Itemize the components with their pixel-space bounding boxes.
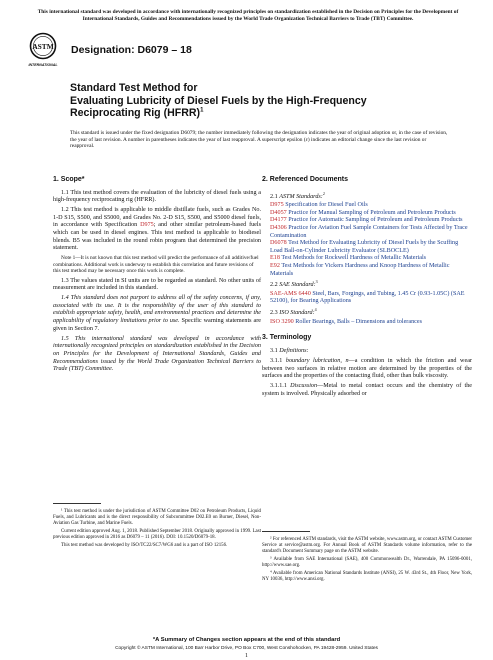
sae-standard-label: 2.2 SAE Standard:$^3$ (270, 279, 318, 289)
issuance-statement: This standard is issued under the fixed designation D6079; the number immediately following the designation indicates the year of original adoption or, in the case of revision, the year of last revision. A number in parentheses indicates the year of last reapproval. A superscript epsilon (ε) indicates an editorial change since the last revision or reapproval. (70, 130, 448, 150)
tbt-notice: This international standard was developed in accordance with internationally recognized principles on standardization established in the Decision on Principles for the Development of International Standards, Guides and Recommendations issued by the World Trade Organization Technical Barriers to Trade (TBT) Committee. (37, 9, 459, 22)
right-footnotes (262, 531, 472, 585)
footnote-rule (53, 503, 101, 504)
footnote-3: ³ Available from SAE International (SAE), 400 Commonwealth Dr., Warrendale, PA 15096-0001, http://www.sae.org. (262, 557, 472, 568)
footnote-1-iso: This test method was developed by ISO/TC22/SC7/WG6 and is a part of ISO 12156. (61, 543, 228, 548)
footnote-1: ¹ This test method is under the jurisdiction of ASTM Committee D02 on Petroleum Products, Liquid Fuels, and Lubricants and is the direct responsibility of Subcommittee D02.E0 on Burner, Diesel, Non-Aviation Gas Turbine, and Marine Fuels. (53, 509, 262, 526)
right-column (262, 176, 472, 401)
title-line-2: Evaluating Lubricity of Diesel Fuels by the High-Frequency (70, 94, 367, 107)
reference-item[interactable] (270, 240, 472, 255)
note-1: Note 1—It is not known that this test method will predict the performance of all additive/fuel combinations. Additional work is underway to establish this correlation and future revisions of this test method may be necessary once this work is complete. (53, 255, 259, 275)
astm-reference-list (262, 202, 472, 278)
summary-of-changes-note: *A Summary of Changes section appears at the end of this standard (152, 637, 341, 643)
footnote-2: ² For referenced ASTM standards, visit the ASTM website, www.astm.org, or contact ASTM Customer Service at service@astm.org. For Annual Book of ASTM Standards volume information, refer to the standard's Document Summary page on the ASTM website. (262, 537, 472, 554)
reference-title[interactable]: Test Methods for Rockwell Hardness of Metallic Materials (281, 255, 427, 262)
link-d02[interactable]: D02 (190, 509, 199, 514)
reference-code[interactable]: D975 (270, 202, 284, 209)
para-1-3: 1.3 The values stated in SI units are to be regarded as standard. No other units of measurement are included in this standard. (53, 277, 261, 292)
para-1-1: 1.1 This test method covers the evaluation of the lubricity of diesel fuels using a high-frequency reciprocating rig (HFRR). (53, 189, 261, 204)
para-3-1: 3.1 Definitions: (270, 347, 309, 354)
scope-heading: 1. Scope* (53, 176, 85, 183)
reference-title[interactable]: Test Method for Evaluating Lubricity of Diesel Fuels by the Scuffing Load Ball-on-Cylinder Lubricity Evaluator (SLBOCLE) (270, 240, 459, 254)
page-number: 1 (245, 653, 248, 659)
link-d02e0[interactable]: D02.E0 (195, 515, 212, 520)
left-column (53, 176, 261, 376)
reference-item[interactable] (270, 217, 472, 225)
reference-item[interactable] (270, 263, 472, 278)
refs-heading: 2. Referenced Documents (262, 176, 348, 183)
reference-title[interactable]: Practice for Manual Sampling of Petroleum and Petroleum Products (288, 209, 456, 216)
title-line-1: Standard Test Method for (70, 82, 198, 94)
footnote-rule-right (262, 531, 310, 532)
reference-code[interactable]: D4306 (270, 225, 287, 232)
footnote-1-approval: Current edition approved Aug. 1, 2018. Published September 2018. Originally approved in 1999. Last previous edition approved in 2016 as D6079 – 11 (2016). DOI: 10.1520/D6079-18. (53, 529, 261, 540)
reference-iso-3290[interactable]: ISO 3290 Roller Bearings, Balls – Dimensions and tolerances (270, 318, 422, 325)
reference-code[interactable]: E18 (270, 255, 280, 262)
title-footnote-mark: 1 (200, 107, 204, 114)
designation: Designation: D6079 – 18 (71, 44, 192, 56)
title-line-3: Reciprocating Rig (HFRR)$^1$ (70, 107, 204, 119)
reference-title[interactable]: Practice for Aviation Fuel Sample Containers for Tests Affected by Trace Contamination (270, 225, 468, 239)
reference-item[interactable] (270, 202, 472, 210)
para-1-5: 1.5 This international standard was developed in accordance with internationally recognized principles on standardization established in the Decision on Principles for the Development of International Standards, Guides and Recommendations issued by the World Trade Organization Technical Barriers to Trade (TBT) Committee. (53, 335, 261, 373)
reference-item[interactable] (270, 255, 472, 263)
para-1-2: 1.2 This test method is applicable to middle distillate fuels, such as Grades No. 1-D S15, S500, and S5000, and Grades No. 2-D S15, S500, and S5000 diesel fuels, in accordance with Specification D975; and other similar petroleum-based fuels which can be used in diesel engines. This test method is applicable to biodiesel blends. B5 was included in the round robin program that determined the precision statement. (53, 207, 262, 252)
footnote-4: ⁴ Available from American National Standards Institute (ANSI), 25 W. 43rd St., 4th Floor, New York, NY 10036, http://www.ansi.org. (262, 571, 472, 582)
logo-subtext: INTERNATIONAL (28, 63, 58, 67)
reference-title[interactable]: Test Methods for Vickers Hardness and Knoop Hardness of Metallic Materials (270, 262, 450, 277)
para-1-4: 1.4 This standard does not purport to address all of the safety concerns, if any, associated with its use. It is the responsibility of the user of this standard to establish appropriate safety, health, and environmental practices and determine the applicability of regulatory limitations prior to use. Specific warning statements are given in Section 7. (53, 295, 261, 332)
reference-title[interactable]: Specification for Diesel Fuel Oils (285, 202, 368, 209)
reference-code[interactable]: D4177 (270, 217, 287, 224)
link-d975[interactable]: D975 (140, 222, 154, 229)
terminology-heading: 3. Terminology (262, 334, 312, 342)
iso-standard-label: 2.3 ISO Standard:$^4$ (270, 307, 317, 317)
astm-logo (27, 32, 59, 70)
para-3-1-1: 3.1.1 boundary lubrication, n—a condition in which the friction and wear between two surfaces in relative motion are determined by the properties of the surfaces and the properties of the contacting fluid, other than bulk viscosity. (262, 357, 472, 380)
logo-text: ASTM (32, 41, 54, 51)
reference-sae-ams-6440[interactable]: SAE-AMS 6440 Steel, Bars, Forgings, and Tubing, 1.45 Cr (0.93-1.05C) (SAE 52100), for Bearing Applications (270, 290, 465, 305)
left-footnotes (53, 503, 261, 551)
reference-code[interactable]: D4057 (270, 209, 287, 216)
copyright-line: Copyright © ASTM International, 100 Barr Harbor Drive, PO Box C700, West Conshohocken, PA 19428-2959. United States (115, 646, 378, 651)
reference-title[interactable]: Practice for Automatic Sampling of Petroleum and Petroleum Products (288, 217, 463, 224)
astm-standards-label: 2.1 ASTM Standards:$^2$ (270, 190, 325, 200)
reference-code[interactable]: E92 (270, 262, 280, 269)
document-title (70, 82, 450, 120)
para-3-1-1-1: 3.1.1.1 Discussion—Metal to metal contact occurs and the chemistry of the system is involved. Physically adsorbed or (262, 383, 473, 397)
reference-code[interactable]: D6078 (270, 240, 287, 247)
reference-item[interactable] (270, 225, 472, 240)
